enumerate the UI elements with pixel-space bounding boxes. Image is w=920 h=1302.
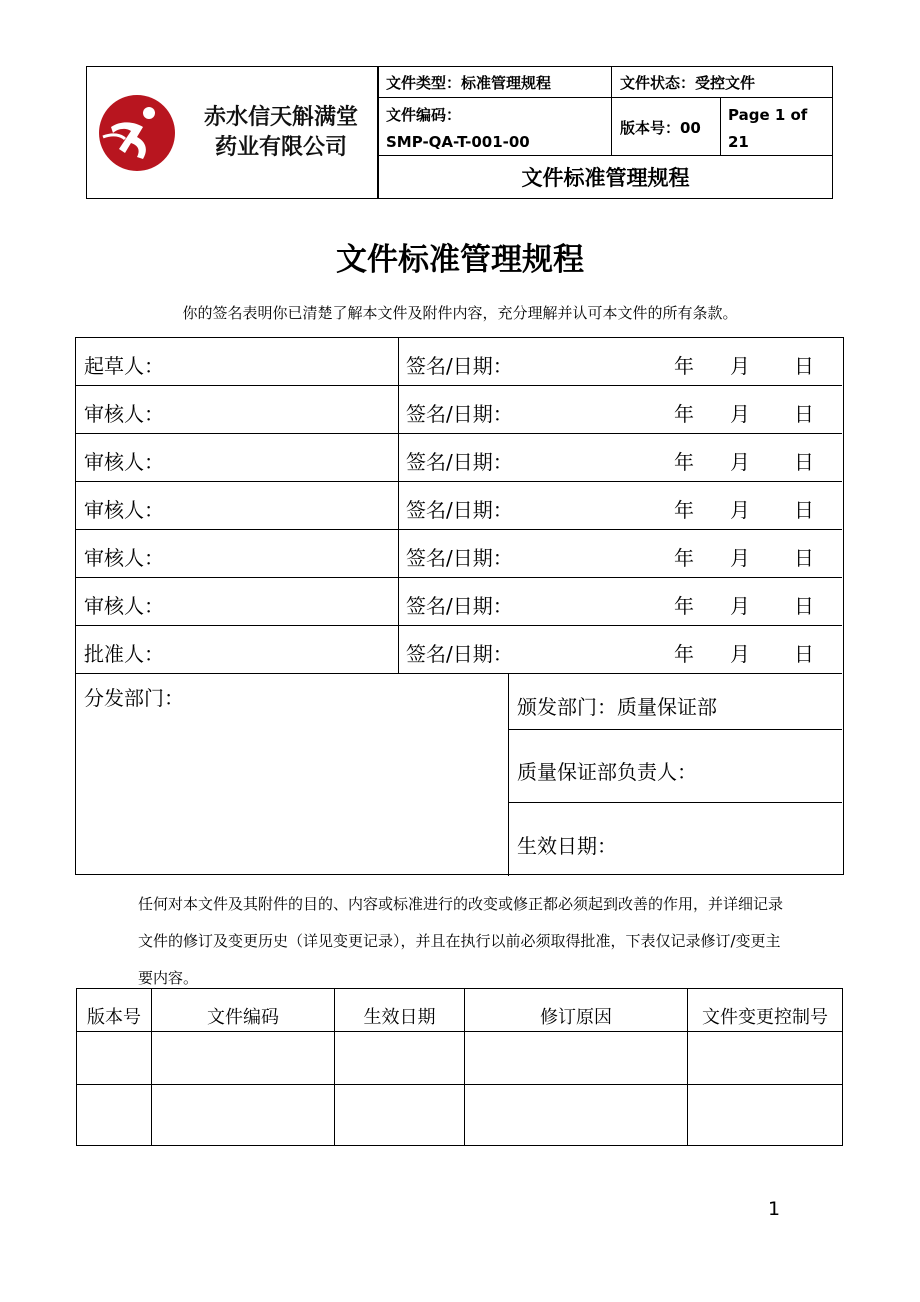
distribution-label: 分发部门： xyxy=(84,686,184,710)
role-label: 审核人： xyxy=(84,498,164,522)
year-label: 年 xyxy=(674,594,694,618)
day-label: 日 xyxy=(794,354,814,378)
signature-row xyxy=(76,338,842,386)
year-label: 年 xyxy=(674,402,694,426)
effective-date-cell xyxy=(509,803,842,875)
year-label: 年 xyxy=(674,642,694,666)
sign-date-label: 签名/日期： xyxy=(406,642,513,666)
role-label: 批准人： xyxy=(84,642,164,666)
year-label: 年 xyxy=(674,354,694,378)
table-cell xyxy=(152,1032,335,1085)
year-label: 年 xyxy=(674,450,694,474)
role-label: 审核人： xyxy=(84,402,164,426)
sign-date-label: 签名/日期： xyxy=(406,594,513,618)
day-label: 日 xyxy=(794,546,814,570)
sign-date-label: 签名/日期： xyxy=(406,354,513,378)
page-title: 文件标准管理规程 xyxy=(336,242,584,278)
sign-date-label: 签名/日期： xyxy=(406,450,513,474)
role-label: 审核人： xyxy=(84,594,164,618)
month-label: 月 xyxy=(730,450,750,474)
month-label: 月 xyxy=(730,594,750,618)
signature-row xyxy=(76,386,842,434)
issuing-dept-cell xyxy=(509,674,842,730)
column-header: 修订原因 xyxy=(465,989,688,1032)
table-row xyxy=(77,1085,843,1146)
year-label: 年 xyxy=(674,546,694,570)
sign-date-label: 签名/日期： xyxy=(406,498,513,522)
column-header: 文件编码 xyxy=(152,989,335,1032)
company-logo-icon xyxy=(97,93,177,173)
role-label: 起草人： xyxy=(84,354,164,378)
role-label: 审核人： xyxy=(84,546,164,570)
column-header: 生效日期 xyxy=(335,989,465,1032)
table-cell xyxy=(152,1085,335,1146)
sign-date-label: 签名/日期： xyxy=(406,402,513,426)
month-label: 月 xyxy=(730,642,750,666)
table-cell xyxy=(465,1085,688,1146)
company-name-line1: 赤水信天斛满堂 xyxy=(203,105,358,130)
doc-status: 文件状态：受控文件 xyxy=(620,74,756,92)
document-header xyxy=(86,66,833,199)
signature-row xyxy=(76,626,842,674)
sign-date-label: 签名/日期： xyxy=(406,546,513,570)
day-label: 日 xyxy=(794,642,814,666)
table-cell xyxy=(688,1032,843,1085)
column-header: 文件变更控制号 xyxy=(688,989,843,1032)
signature-row xyxy=(76,578,842,626)
company-name-line2: 药业有限公司 xyxy=(214,135,347,160)
signature-table xyxy=(75,337,844,875)
table-cell xyxy=(465,1032,688,1085)
company-name xyxy=(191,103,371,163)
day-label: 日 xyxy=(794,498,814,522)
doc-type: 文件类型：标准管理规程 xyxy=(386,74,552,92)
page-count-line1: Page 1 of xyxy=(728,106,808,124)
doc-code-label: 文件编码： xyxy=(386,106,462,124)
month-label: 月 xyxy=(730,498,750,522)
signature-row xyxy=(76,530,842,578)
day-label: 日 xyxy=(794,594,814,618)
day-label: 日 xyxy=(794,402,814,426)
page-count-line2: 21 xyxy=(728,133,749,151)
qa-head-label: 质量保证部负责人： xyxy=(517,760,697,784)
table-cell xyxy=(688,1085,843,1146)
revision-table xyxy=(76,988,843,1146)
month-label: 月 xyxy=(730,546,750,570)
qa-head-cell xyxy=(509,730,842,803)
issuing-dept: 颁发部门：质量保证部 xyxy=(517,695,717,719)
column-header: 版本号 xyxy=(77,989,152,1032)
version-number: 版本号：00 xyxy=(620,119,701,137)
month-label: 月 xyxy=(730,354,750,378)
signature-statement: 你的签名表明你已清楚了解本文件及附件内容，充分理解并认可本文件的所有条款。 xyxy=(182,304,738,322)
year-label: 年 xyxy=(674,498,694,522)
page-number: 1 xyxy=(768,1198,781,1220)
effective-date-label: 生效日期： xyxy=(517,834,617,858)
table-cell xyxy=(335,1085,465,1146)
signature-row xyxy=(76,482,842,530)
table-header-row xyxy=(77,989,843,1032)
doc-code-value: SMP-QA-T-001-00 xyxy=(386,133,530,151)
table-cell xyxy=(77,1085,152,1146)
header-doc-title: 文件标准管理规程 xyxy=(521,166,690,190)
signature-row xyxy=(76,434,842,482)
table-row xyxy=(77,1032,843,1085)
table-cell xyxy=(335,1032,465,1085)
month-label: 月 xyxy=(730,402,750,426)
role-label: 审核人： xyxy=(84,450,164,474)
day-label: 日 xyxy=(794,450,814,474)
revision-notice: 任何对本文件及其附件的目的、内容或标准进行的改变或修正都必须起到改善的作用，并详细记录文件的修订及变更历史（详见变更记录），并且在执行以前必须取得批准，下表仅记录修订/变更主要内容。 xyxy=(138,895,784,987)
table-cell xyxy=(77,1032,152,1085)
